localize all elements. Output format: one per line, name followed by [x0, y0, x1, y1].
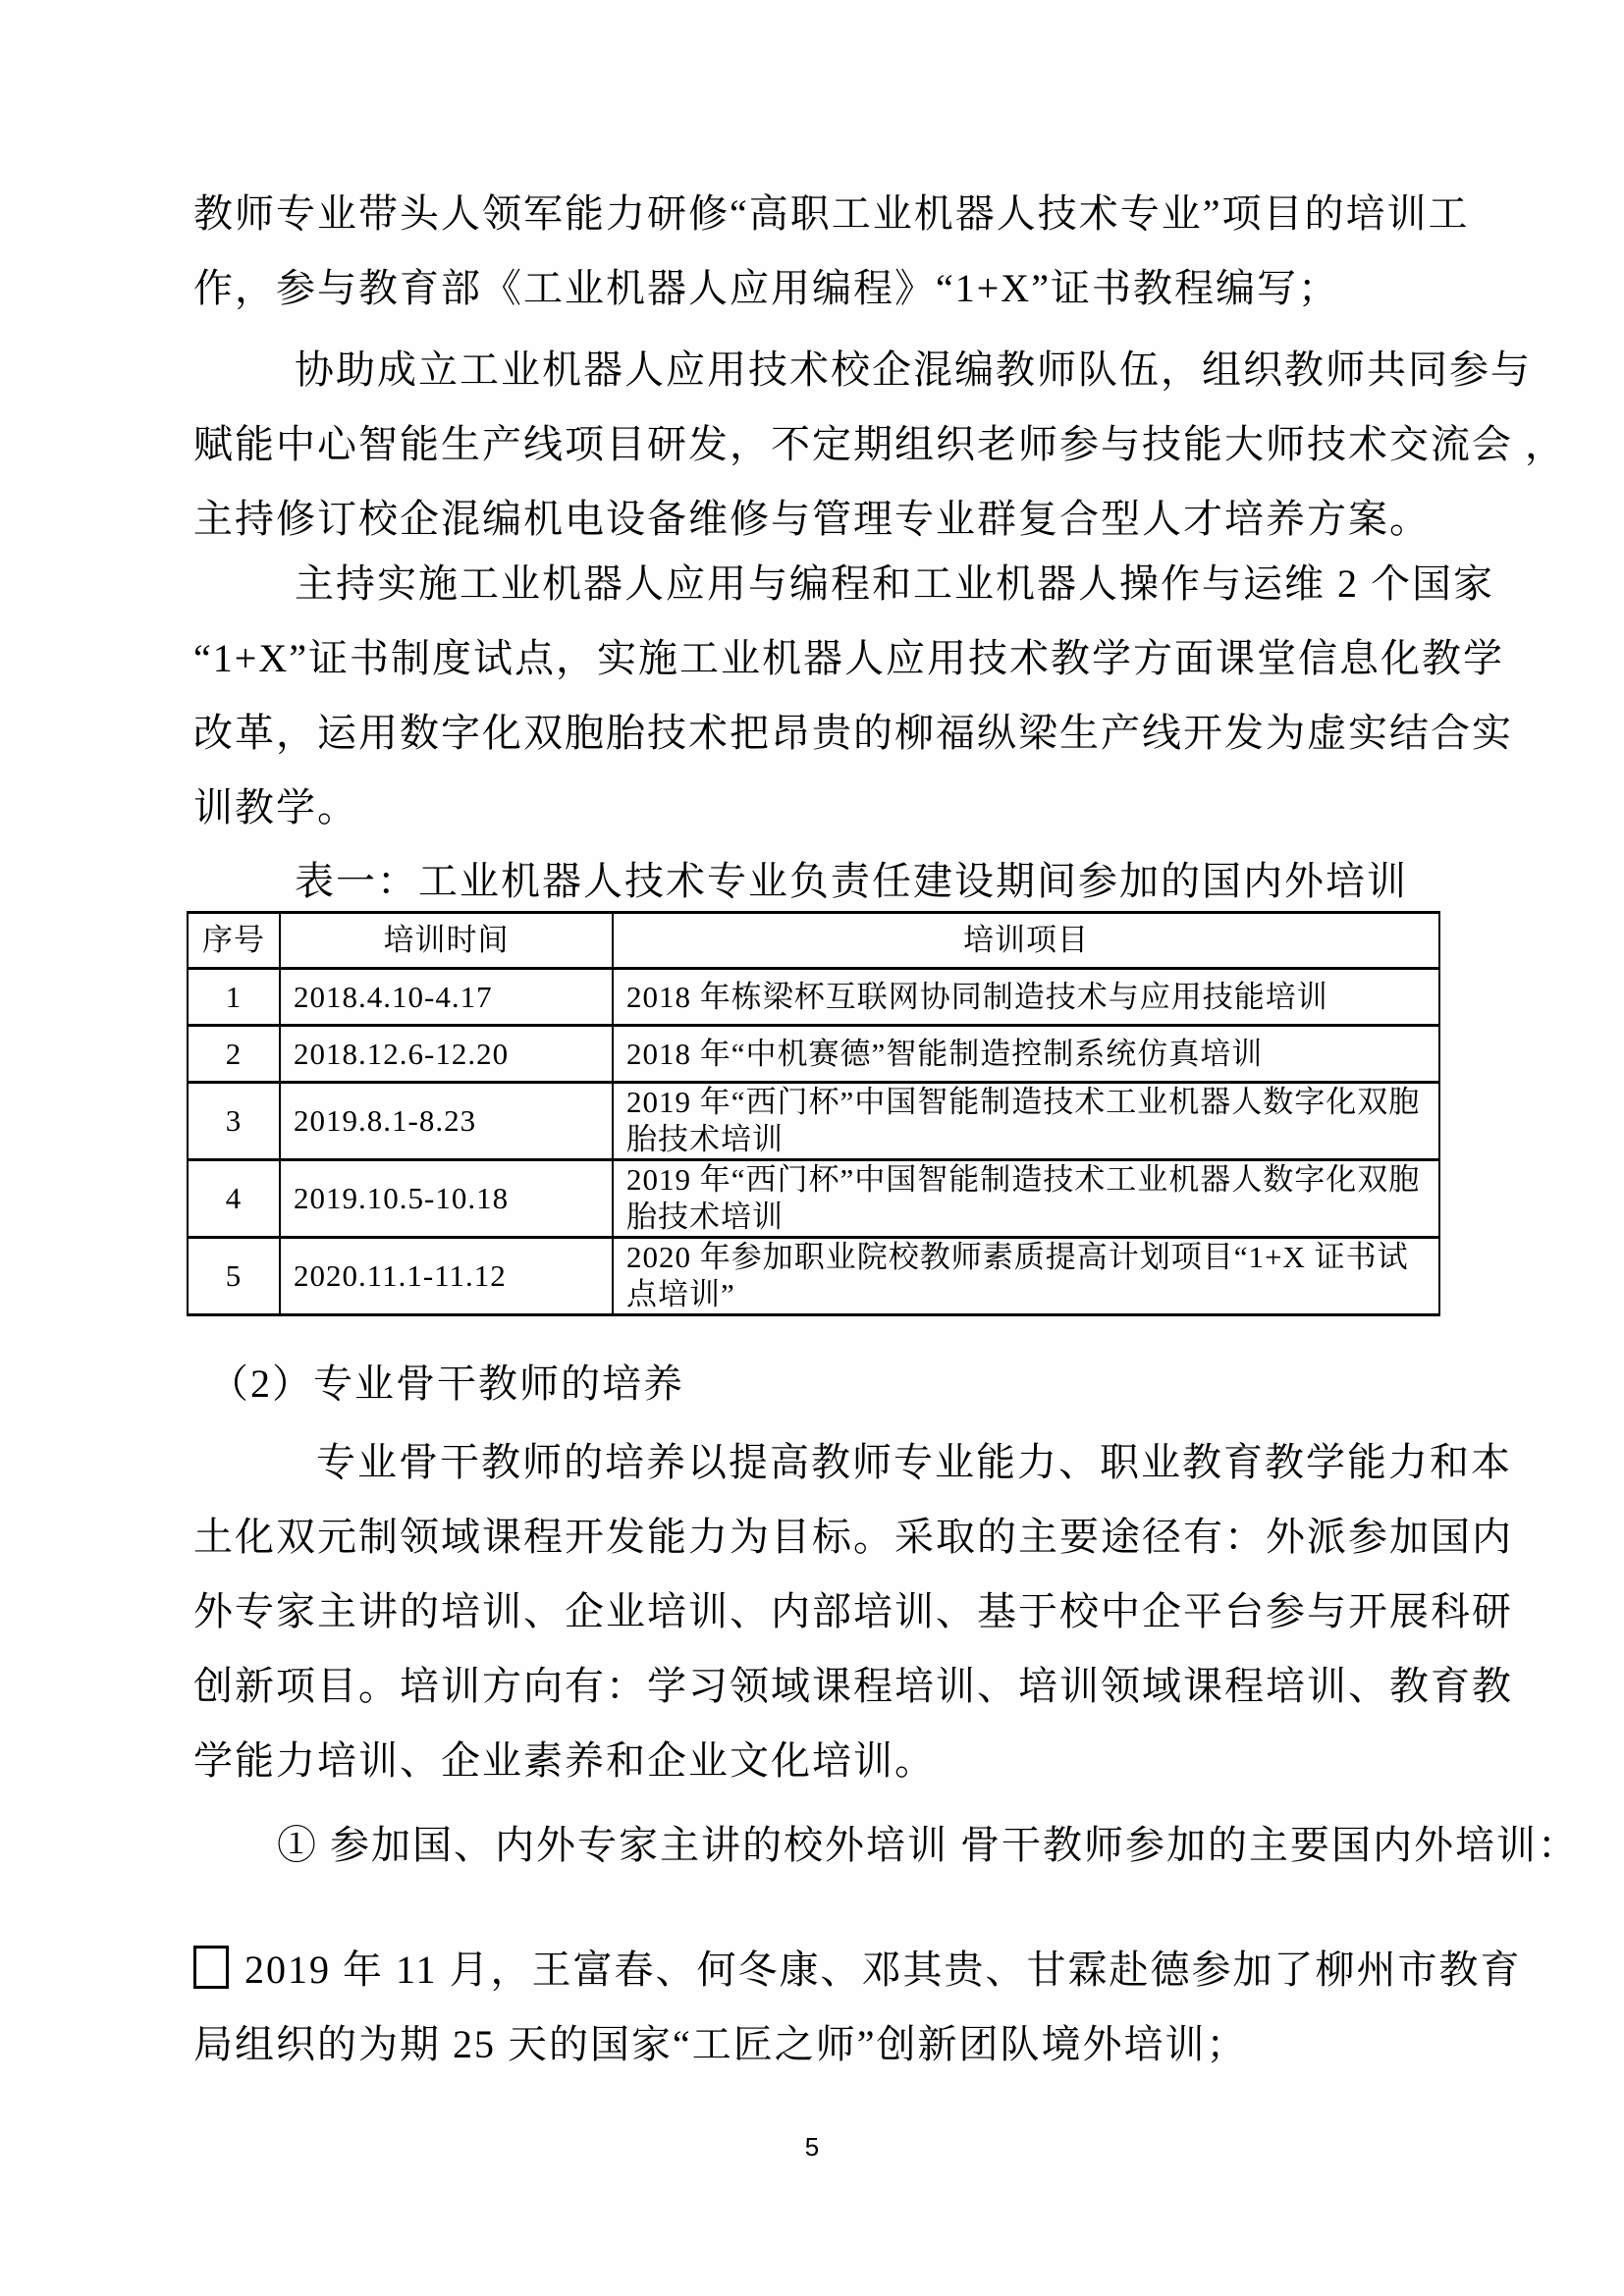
table-row: [188, 1238, 1439, 1315]
table-row: [188, 969, 1439, 1026]
paragraph-line: [193, 1933, 1522, 2007]
paragraph-1: [193, 177, 1470, 326]
paragraph-line: 外专家主讲的培训、企业培训、内部培训、基于校中企平台参与开展科研: [193, 1589, 1513, 1633]
training-table: [187, 911, 1440, 1316]
table-row: [188, 1160, 1439, 1238]
table-caption: 表一：工业机器人技术专业负责任建设期间参加的国内外培训: [295, 859, 1408, 903]
cell-project: 2019 年“西门杯”中国智能制造技术工业机器人数字化双胞胎技术培训: [613, 1083, 1439, 1160]
column-header-date: 培训时间: [280, 913, 613, 969]
cell-date: 2019.8.1-8.23: [280, 1083, 613, 1160]
paragraph-line: 学能力培训、企业素养和企业文化培训。: [193, 1738, 936, 1783]
paragraph-line: 专业骨干教师的培养以提高教师专业能力、职业教育教学能力和本: [316, 1440, 1512, 1484]
column-header-project: 培训项目: [613, 913, 1439, 969]
cell-index: 5: [188, 1238, 280, 1315]
paragraph-2: [193, 333, 1566, 557]
sub-section-intro: 骨干教师参加的主要国内外培训：: [960, 1823, 1579, 1867]
paragraph-line: 协助成立工业机器人应用技术校企混编教师队伍，组织教师共同参与: [295, 347, 1532, 392]
paragraph-line: 训教学。: [193, 785, 358, 829]
paragraph-line: 主持修订校企混编机电设备维修与管理专业群复合型人才培养方案。: [193, 497, 1431, 541]
cell-project: 2018 年“中机赛德”智能制造控制系统仿真培训: [613, 1026, 1439, 1083]
cell-index: 1: [188, 969, 280, 1026]
cell-index: 4: [188, 1160, 280, 1238]
sub-section-heading: ① 参加国、内外专家主讲的校外培训: [277, 1823, 948, 1867]
sub-section: [193, 1820, 1579, 1871]
paragraph-line: 赋能中心智能生产线项目研发，不定期组织老师参与技能大师技术交流会 ，: [193, 422, 1566, 466]
cell-project: 2019 年“西门杯”中国智能制造技术工业机器人数字化双胞胎技术培训: [613, 1160, 1439, 1238]
paragraph-line: 创新项目。培训方向有：学习领域课程培训、培训领域课程培训、教育教: [193, 1664, 1513, 1708]
missing-glyph-box-icon: [193, 1946, 229, 1989]
section-heading: （2）专业骨干教师的培养: [209, 1362, 684, 1406]
paragraph-line: “1+X”证书制度试点，实施工业机器人应用技术教学方面课堂信息化教学: [193, 636, 1504, 680]
paragraph-3: [193, 547, 1513, 845]
paragraph-line: 作，参与教育部《工业机器人应用编程》“1+X”证书教程编写；: [193, 266, 1339, 310]
table-header-row: [188, 913, 1439, 969]
paragraph-line: 土化双元制领域课程开发能力为目标。采取的主要途径有：外派参加国内: [193, 1515, 1513, 1559]
cell-index: 3: [188, 1083, 280, 1160]
table-row: [188, 1083, 1439, 1160]
table-row: [188, 1026, 1439, 1083]
cell-date: 2020.11.1-11.12: [280, 1238, 613, 1315]
paragraph-line: 改革，运用数字化双胞胎技术把昂贵的柳福纵梁生产线开发为虚实结合实: [193, 711, 1513, 755]
paragraph-4: [193, 1425, 1513, 1798]
cell-project: 2020 年参加职业院校教师素质提高计划项目“1+X 证书试点培训”: [613, 1238, 1439, 1315]
cell-date: 2018.12.6-12.20: [280, 1026, 613, 1083]
paragraph-line: 局组织的为期 25 天的国家“工匠之师”创新团队境外培训；: [193, 2022, 1248, 2066]
bullet-text: 2019 年 11 月，王富春、何冬康、邓其贵、甘霖赴德参加了柳州市教育: [244, 1948, 1522, 1992]
bullet-item: [193, 1933, 1522, 2082]
paragraph-line: 教师专业带头人领军能力研修“高职工业机器人技术专业”项目的培训工: [193, 191, 1470, 236]
cell-index: 2: [188, 1026, 280, 1083]
paragraph-line: 主持实施工业机器人应用与编程和工业机器人操作与运维 2 个国家: [295, 561, 1494, 606]
cell-date: 2019.10.5-10.18: [280, 1160, 613, 1238]
cell-project: 2018 年栋梁杯互联网协同制造技术与应用技能培训: [613, 969, 1439, 1026]
cell-date: 2018.4.10-4.17: [280, 969, 613, 1026]
column-header-index: 序号: [188, 913, 280, 969]
page-number: 5: [804, 2132, 820, 2162]
